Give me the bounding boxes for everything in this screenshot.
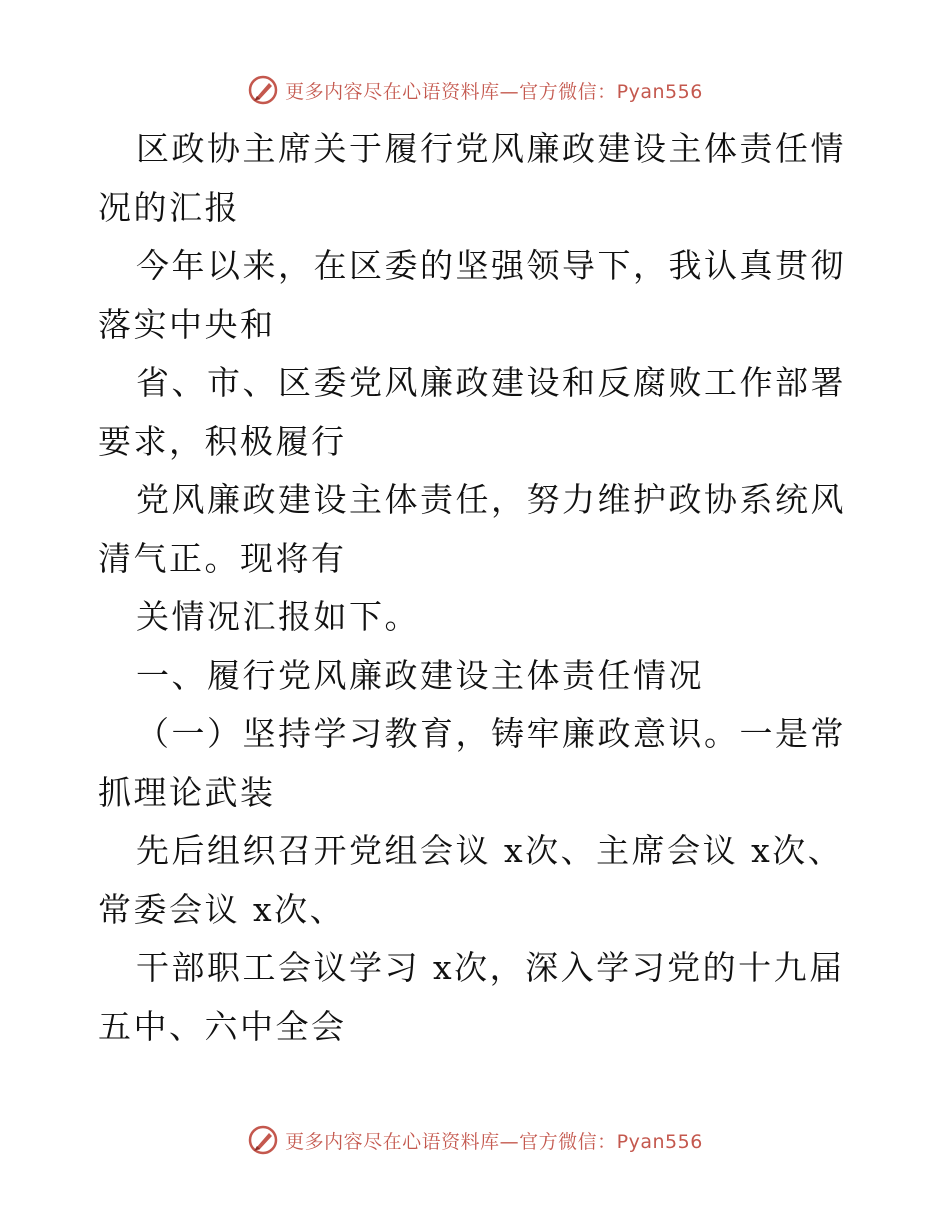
document-title: 区政协主席关于履行党风廉政建设主体责任情况的汇报 <box>98 129 846 227</box>
paragraph: 干部职工会议学习 x次，深入学习党的十九届五中、六中全会 <box>98 948 845 1046</box>
paragraph: 党风廉政建设主体责任，努力维护政协系统风清气正。现将有 <box>98 480 846 578</box>
header-watermark-text: 更多内容尽在心语资料库—官方微信：Pyan556 <box>285 80 703 103</box>
paragraph: 省、市、区委党风廉政建设和反腐败工作部署要求，积极履行 <box>98 363 846 461</box>
paragraph: 关情况汇报如下。 <box>136 597 420 636</box>
document-body <box>98 120 858 1056</box>
quill-pen-logo-icon <box>247 74 279 106</box>
paragraph: 先后组织召开党组会议 x次、主席会议 x次、常委会议 x次、 <box>98 831 844 929</box>
footer-watermark-banner <box>0 1120 950 1160</box>
paragraph: 今年以来，在区委的坚强领导下，我认真贯彻落实中央和 <box>98 246 846 344</box>
section-heading: 一、履行党风廉政建设主体责任情况 <box>136 655 704 695</box>
header-watermark-banner <box>0 70 950 110</box>
quill-pen-logo-icon <box>247 1124 279 1156</box>
footer-watermark-text: 更多内容尽在心语资料库—官方微信：Pyan556 <box>285 1130 703 1153</box>
subsection-heading: （一）坚持学习教育，铸牢廉政意识。一是常抓理论武装 <box>98 714 846 812</box>
